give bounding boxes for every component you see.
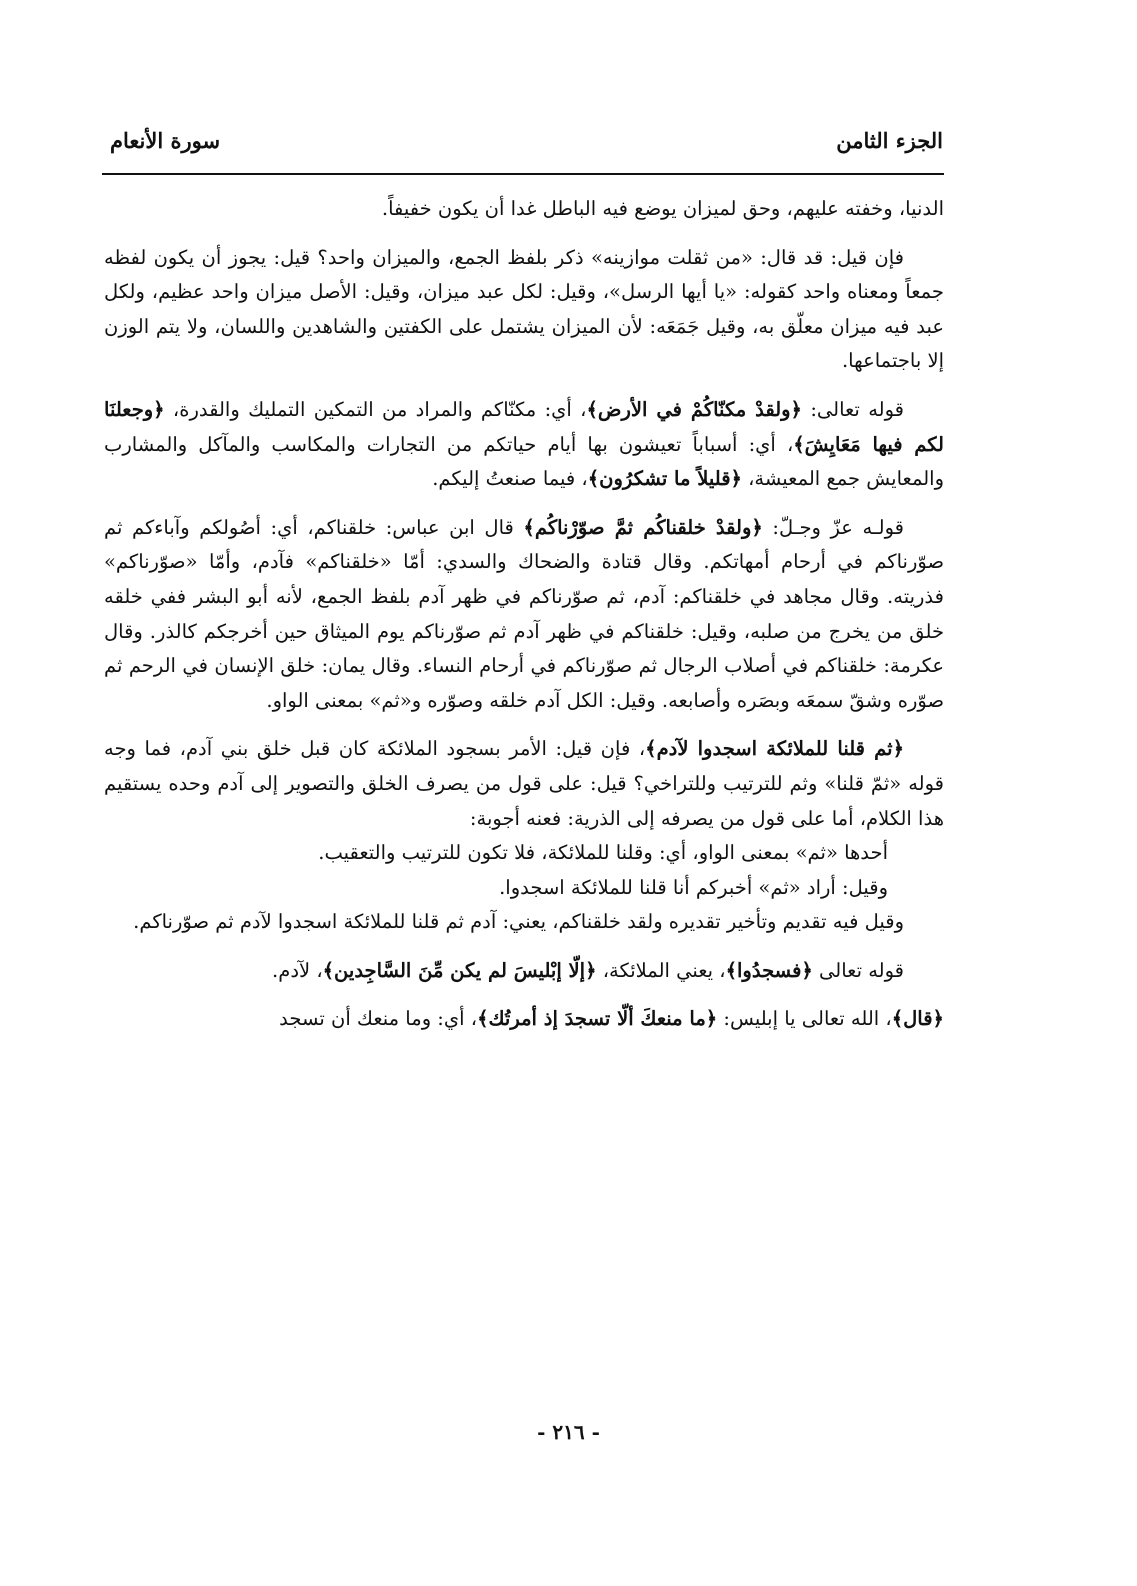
- text-run: قوله تعالى:: [801, 397, 904, 421]
- text-run: ، فإن قيل: الأمر بسجود الملائكة كان قبل خلق بني آدم، فما وجه قوله «ثمّ قلنا» وثم للترتيب وللتراخي؟ قيل: على قول من يصرف الخلق والتصوير إلى آدم وحده يستقيم هذا الكلام، أما على قول من يصرفه إلى الذرية: فعنه أجوبة:: [104, 737, 944, 830]
- volume-header: الجزء الثامن: [836, 128, 943, 153]
- page-body: [104, 192, 944, 1051]
- text-run: ، لآدم.: [272, 958, 323, 982]
- text-run: قولـه عزّ وجـلّ:: [762, 515, 904, 539]
- quran-quote: ﴿قليلاً ما تشكرُون﴾: [587, 467, 742, 491]
- quran-quote: ﴿وجعلنَا لكم فيها مَعَايِشَ﴾: [104, 397, 944, 456]
- paragraph-1: [104, 192, 944, 227]
- text-run: قوله تعالى: [812, 958, 904, 982]
- text-run: الدنيا، وخفته عليهم، وحق لميزان يوضع فيه الباطل غدا أن يكون خفيفاً.: [381, 197, 944, 220]
- answer-2: [104, 871, 944, 906]
- answer-3: [104, 905, 944, 940]
- text-run: ، أي: مكنّاكم والمراد من التمكين التمليك والقدرة،: [164, 397, 587, 421]
- text-run: ، أي: أسباباً تعيشون بها أيام حياتكم من التجارات والمكاسب والمآكل والمشارب والمعايش جمع المعيشة،: [104, 432, 944, 491]
- header-rule: [102, 173, 944, 175]
- paragraph-6: [104, 954, 944, 989]
- quran-quote: ﴿ثم قلنا للملائكة اسجدوا لآدم﴾: [645, 737, 904, 761]
- quran-quote: ﴿ولقدْ مكنّاكُمْ في الأرض﴾: [586, 397, 802, 421]
- text-run: ، فيما صنعتُ إليكم.: [432, 467, 588, 491]
- text-run: قال ابن عباس: خلقناكم، أي: أصُولكم وآباءكم ثم صوّرناكم في أرحام أمهاتكم. وقال قتادة والضحاك والسدي: أمّا «خلقناكم» فآدم، وأمّا «صوّرناكم» فذريته. وقال مجاهد في خلقناكم: آدم، ثم صوّرناكم في ظهر آدم بلفظ الجمع، لأنه أبو البشر ففي خلقه خلق من يخرج من صلبه، وقيل: خلقناكم في ظهر آدم ثم صوّرناكم يوم الميثاق حين أخرجكم كالذر. وقال عكرمة: خلقناكم في أصلاب الرجال ثم صوّرناكم في أرحام النساء. وقال يمان: خلق الإنسان في الرحم ثم صوّره وشقّ سمعَه وبصَره وأصابعه. وقيل: الكل آدم خلقه وصوّره و«ثم» بمعنى الواو.: [104, 515, 944, 712]
- surah-header: سورة الأنعام: [110, 128, 221, 153]
- page-number: - ٢١٦ -: [537, 1420, 600, 1444]
- quran-quote: ﴿إلّا إبْليسَ لم يكن مِّنَ السَّاجِدين﴾: [322, 958, 597, 982]
- paragraph-2: [104, 241, 944, 379]
- text-run: ، الله تعالى يا إبليس:: [717, 1007, 892, 1031]
- text-run: ، أي: وما منعك أن تسجد: [279, 1007, 478, 1031]
- quran-quote: ﴿قال﴾: [891, 1007, 944, 1031]
- quran-quote: ﴿ولقدْ خلقناكُم ثمَّ صوّرْناكُم﴾: [523, 515, 763, 539]
- paragraph-5: [104, 732, 944, 836]
- quran-quote: ﴿ما منعكَ ألّا تسجدَ إذ أمرتُك﴾: [477, 1007, 718, 1031]
- text-run: فإن قيل: قد قال: «من ثقلت موازينه» ذكر بلفظ الجمع، والميزان واحد؟ قيل: يجوز أن يكون لفظه جمعاً ومعناه واحد كقوله: «يا أيها الرسل»، وقيل: لكل عبد ميزان، وقيل: الأصل ميزان واحد عظيم، ولكل عبد فيه ميزان معلّق به، وقيل جَمَعَه: لأن الميزان يشتمل على الكفتين والشاهدين واللسان، ولا يتم الوزن إلا باجتماعها.: [104, 245, 944, 373]
- paragraph-7: [104, 1002, 944, 1037]
- text-run: أحدها «ثم» بمعنى الواو، أي: وقلنا للملائكة، فلا تكون للترتيب والتعقيب.: [318, 841, 888, 865]
- text-run: وقيل فيه تقديم وتأخير تقديره ولقد خلقناكم، يعني: آدم ثم قلنا للملائكة اسجدوا لآدم ثم صوّرناكم.: [133, 910, 904, 934]
- text-run: وقيل: أراد «ثم» أخبركم أنا قلنا للملائكة اسجدوا.: [499, 875, 888, 899]
- quran-quote: ﴿فسجدُوا﴾: [725, 958, 813, 982]
- paragraph-4: [104, 511, 944, 719]
- paragraph-3: [104, 393, 944, 497]
- answer-1: [104, 836, 944, 871]
- text-run: ، يعني الملائكة،: [596, 958, 726, 982]
